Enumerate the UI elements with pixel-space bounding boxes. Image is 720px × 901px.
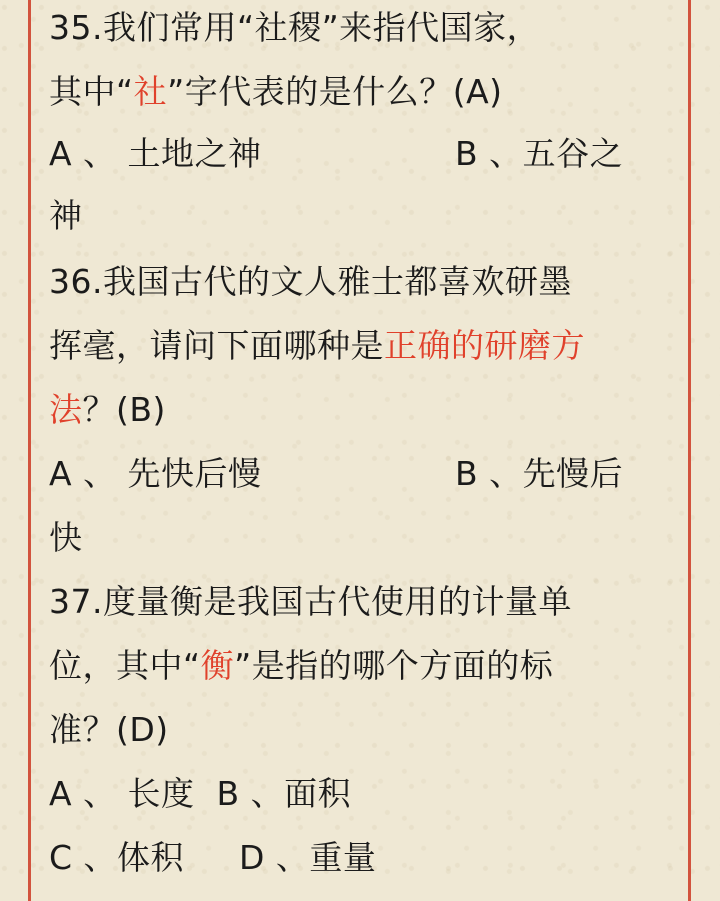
q37-option-d: D 、重量 (239, 838, 377, 877)
q36-line-3 (49, 378, 166, 442)
q35-option-b-cont (49, 184, 83, 248)
q36-option-a: A 、 先快后慢 (49, 454, 262, 493)
q37-options-row-2 (49, 826, 681, 890)
q37-line-1 (49, 570, 572, 634)
q37-text-cont: 准？(D) (49, 710, 169, 749)
q36-highlight-cont: 法 (49, 390, 83, 429)
q35-option-b-wrap: 神 (49, 196, 83, 235)
q37-text-post: ”是指的哪个方面的标 (234, 646, 554, 685)
q36-text: 36.我国古代的文人雅士都喜欢研墨 (49, 262, 572, 301)
left-border-line (28, 0, 31, 901)
q36-option-b-cont (49, 506, 83, 570)
q35-highlight: 社 (133, 72, 168, 111)
q36-line-1 (49, 250, 572, 314)
q35-line-2 (49, 60, 503, 124)
q35-text-post: ”字代表的是什么？(A) (167, 72, 503, 111)
q37-text: 37.度量衡是我国古代使用的计量单 (49, 582, 572, 621)
q35-option-a: A 、 土地之神 (49, 134, 262, 173)
q36-option-b: B 、先慢后 (455, 454, 624, 493)
q37-line-3 (49, 698, 169, 762)
q37-text-pre: 位，其中“ (49, 646, 201, 685)
q36-text-post: ？(B) (82, 390, 166, 429)
q36-line-2 (49, 314, 585, 378)
q35-text-pre: 其中“ (49, 72, 134, 111)
q35-text: 35.我们常用“社稷”来指代国家， (49, 8, 541, 47)
q37-options-row-1 (49, 762, 351, 826)
q37-options-ab: A 、 长度 B 、面积 (49, 774, 352, 813)
q37-option-c: C 、体积 (49, 838, 185, 877)
q36-highlight: 正确的研磨方 (384, 326, 585, 365)
q37-line-2 (49, 634, 553, 698)
q36-text-pre: 挥毫，请问下面哪种是 (49, 326, 384, 365)
q35-option-b: B 、五谷之 (455, 134, 624, 173)
q36-option-b-wrap: 快 (49, 518, 83, 557)
q36-options (49, 442, 681, 506)
q37-highlight: 衡 (200, 646, 235, 685)
q35-line-1 (49, 0, 540, 60)
right-border-line (688, 0, 691, 901)
q35-options (49, 122, 681, 186)
